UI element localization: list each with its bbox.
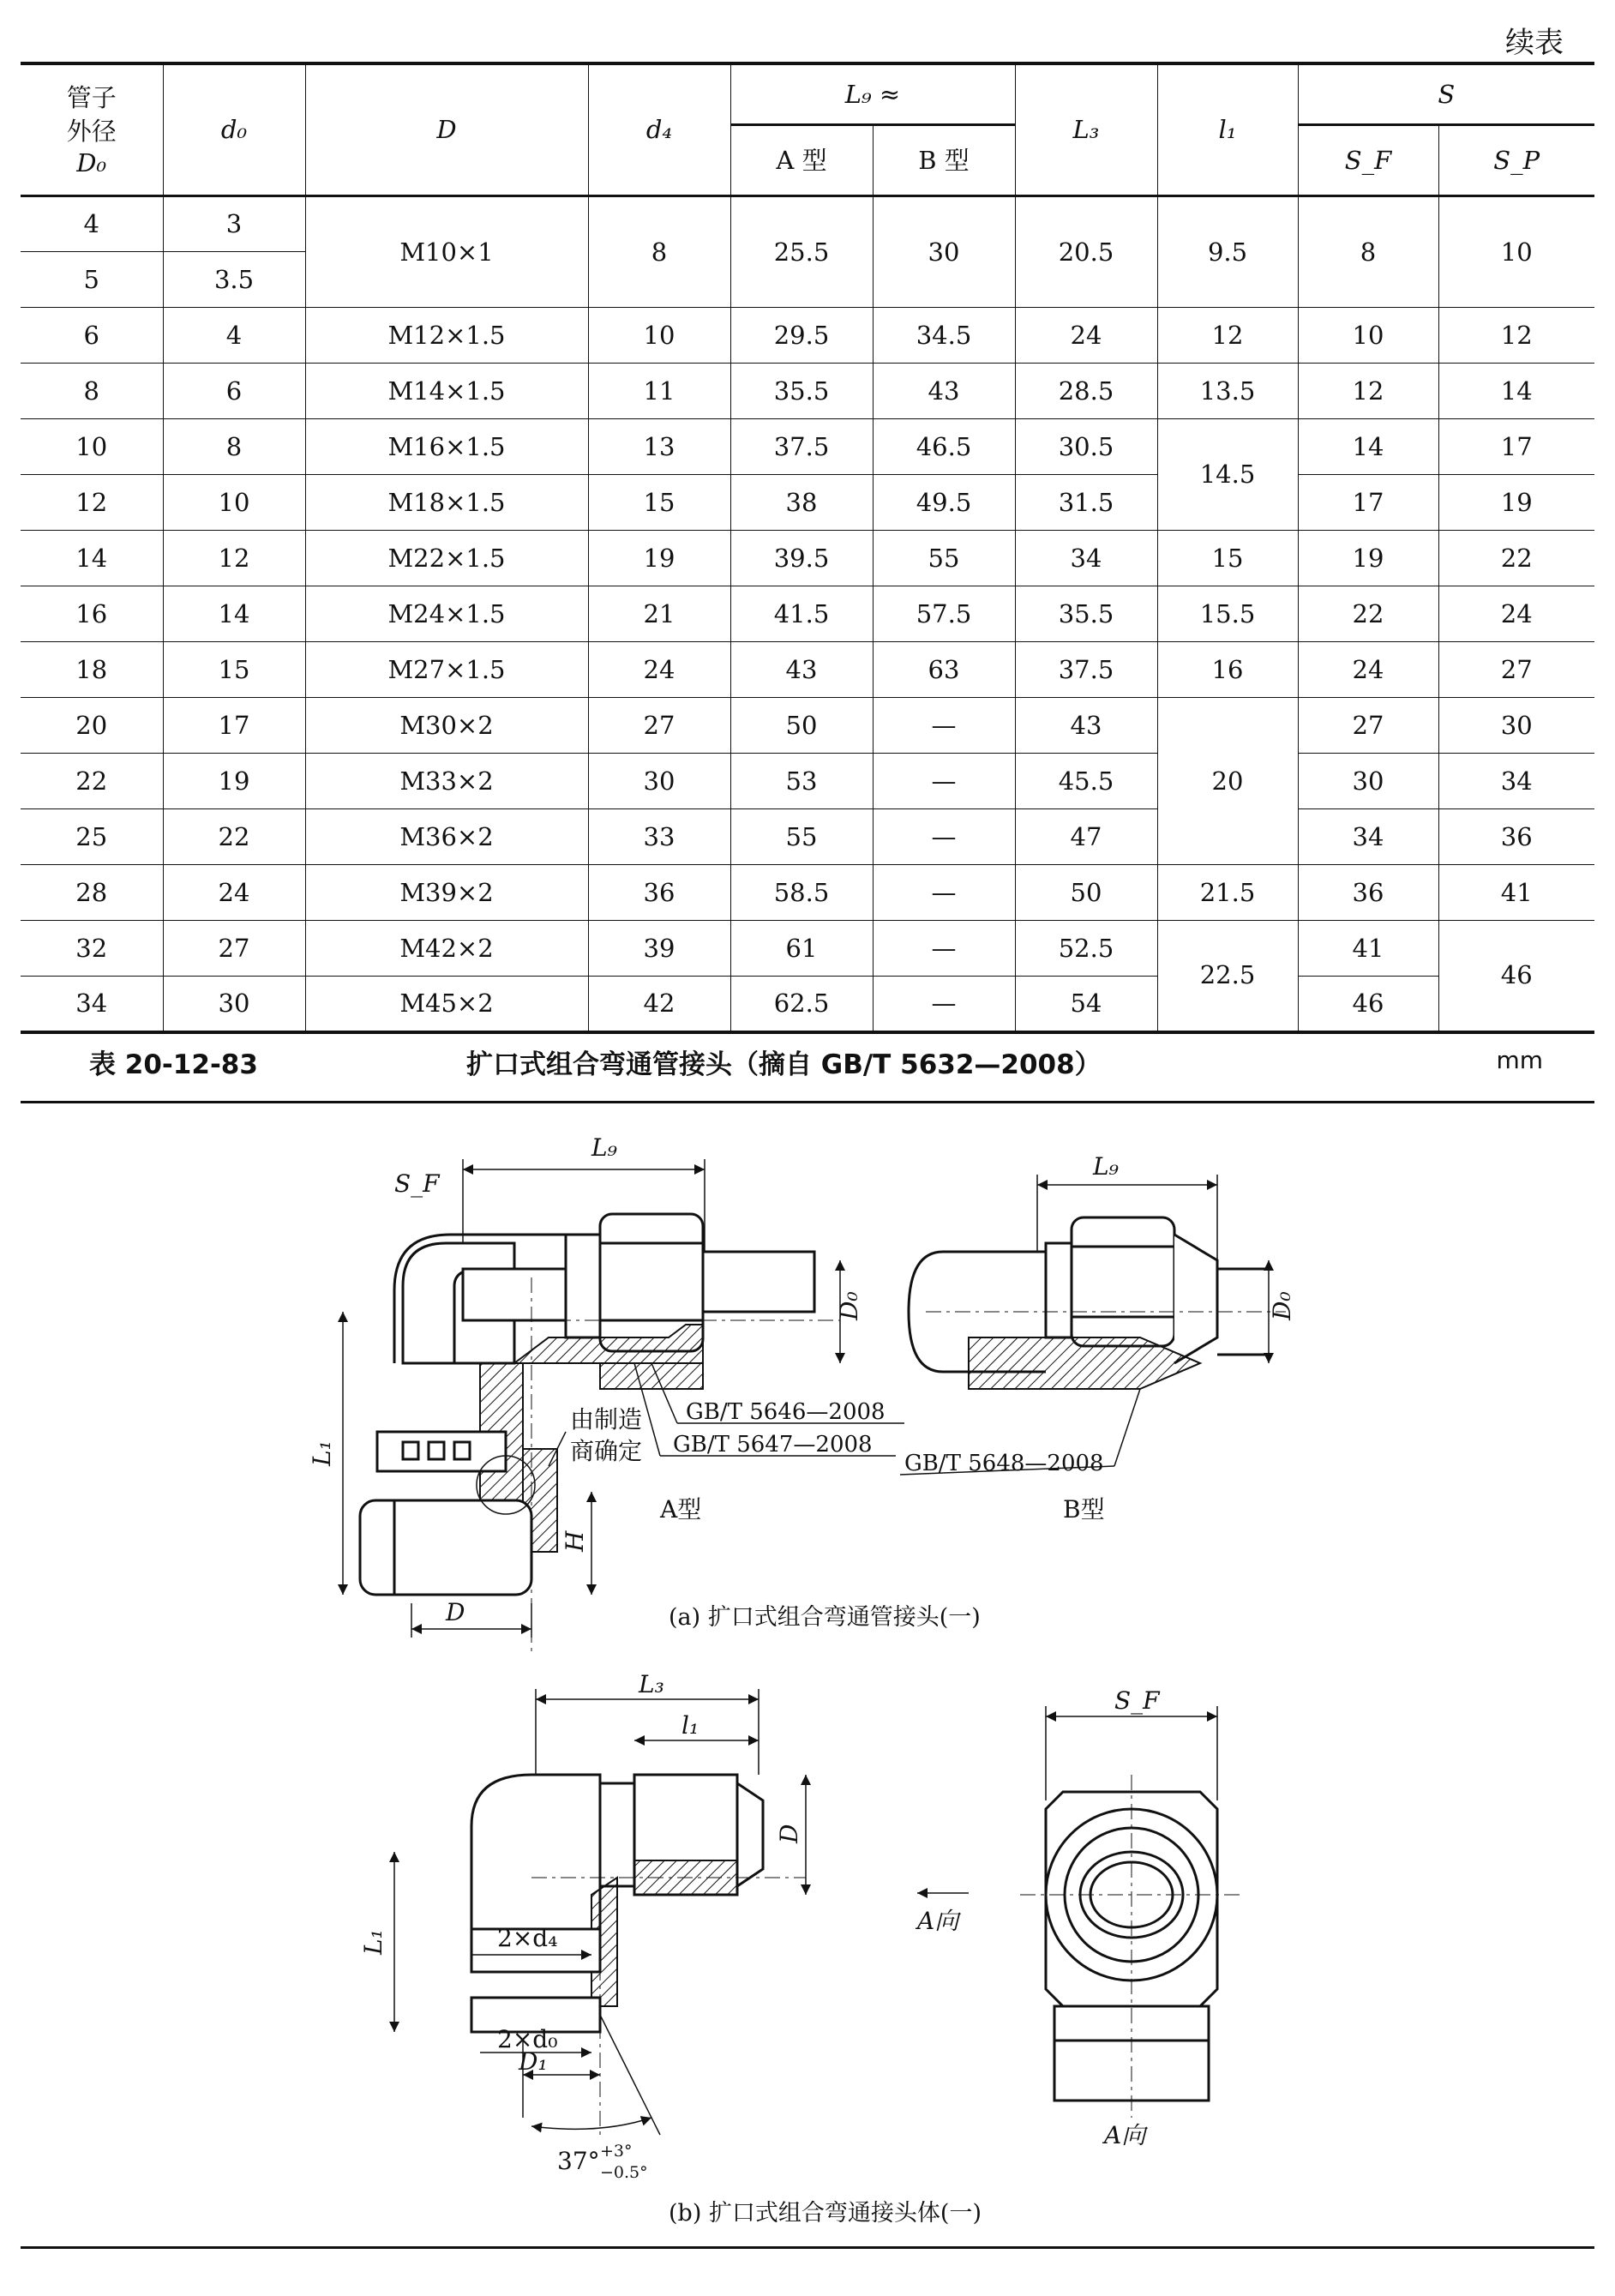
cell-d0: 17 <box>163 698 305 754</box>
continued-label: 续表 <box>1505 26 1564 60</box>
cell-D: M14×1.5 <box>305 364 588 419</box>
header-pipe-od-label: 管子外径 <box>66 82 117 147</box>
cell-l1: 22.5 <box>1157 921 1298 1032</box>
cell-L9B: 57.5 <box>873 586 1015 642</box>
cell-D: M12×1.5 <box>305 308 588 364</box>
cell-D: M36×2 <box>305 809 588 865</box>
table-number: 表 20-12-83 <box>89 1049 258 1080</box>
cell-d4: 42 <box>588 977 730 1032</box>
cell-L9A: 61 <box>730 921 873 977</box>
table-row <box>21 698 1594 754</box>
cell-d0: 15 <box>163 642 305 698</box>
cell-d4: 21 <box>588 586 730 642</box>
cell-d0: 14 <box>163 586 305 642</box>
header-L9-type-b: B 型 <box>873 125 1015 196</box>
cell-SF: 34 <box>1298 809 1438 865</box>
label-view-a-side: A向 <box>917 1907 959 1935</box>
cell-L9A: 62.5 <box>730 977 873 1032</box>
cell-L3: 24 <box>1015 308 1157 364</box>
cell-D: M30×2 <box>305 698 588 754</box>
header-L9-type-a: A 型 <box>730 125 873 196</box>
cell-D: M10×1 <box>305 196 588 308</box>
cell-L3: 52.5 <box>1015 921 1157 977</box>
cell-d0: 24 <box>163 865 305 921</box>
cell-SP: 30 <box>1438 698 1594 754</box>
cell-l1: 15.5 <box>1157 586 1298 642</box>
cell-d0: 12 <box>163 531 305 586</box>
cell-L9B: 30 <box>873 196 1015 308</box>
cell-d4: 27 <box>588 698 730 754</box>
cell-SP: 14 <box>1438 364 1594 419</box>
cell-D0: 8 <box>21 364 163 419</box>
table-row <box>21 531 1594 586</box>
label-std-5648: GB/T 5648—2008 <box>904 1451 1104 1476</box>
table-row <box>21 754 1594 809</box>
dimension-table <box>21 62 1594 1034</box>
technical-drawing <box>0 1106 1615 2238</box>
cell-SP: 10 <box>1438 196 1594 308</box>
cell-L9A: 41.5 <box>730 586 873 642</box>
cell-L3: 35.5 <box>1015 586 1157 642</box>
label-L1-b: L₁ <box>359 1929 387 1955</box>
cell-SF: 27 <box>1298 698 1438 754</box>
cell-D: M16×1.5 <box>305 419 588 475</box>
cell-d4: 30 <box>588 754 730 809</box>
cell-d4: 10 <box>588 308 730 364</box>
cell-D0: 14 <box>21 531 163 586</box>
label-D0-b: D₀ <box>1268 1291 1296 1320</box>
cell-d4: 8 <box>588 196 730 308</box>
cell-SP: 27 <box>1438 642 1594 698</box>
cell-L9A: 25.5 <box>730 196 873 308</box>
cell-SF: 36 <box>1298 865 1438 921</box>
label-maker-1: 由制造 <box>570 1405 643 1433</box>
cell-L9A: 58.5 <box>730 865 873 921</box>
label-type-a: A型 <box>660 1495 702 1524</box>
cell-L9B: — <box>873 977 1015 1032</box>
cell-D0: 34 <box>21 977 163 1032</box>
cell-L9B: 63 <box>873 642 1015 698</box>
cell-L9A: 55 <box>730 809 873 865</box>
label-maker-2: 商确定 <box>570 1437 643 1465</box>
cell-L9B: — <box>873 754 1015 809</box>
cell-D: M18×1.5 <box>305 475 588 531</box>
header-pipe-od-symbol: D₀ <box>76 148 107 178</box>
header-SF: S_F <box>1298 125 1438 196</box>
cell-L3: 54 <box>1015 977 1157 1032</box>
label-D-b: D <box>775 1824 803 1843</box>
cell-D0: 18 <box>21 642 163 698</box>
header-D: D <box>305 63 588 196</box>
cell-L9A: 29.5 <box>730 308 873 364</box>
cell-D0: 28 <box>21 865 163 921</box>
cell-SF: 22 <box>1298 586 1438 642</box>
cell-L3: 37.5 <box>1015 642 1157 698</box>
label-D1: D₁ <box>519 2047 548 2076</box>
cell-SP: 12 <box>1438 308 1594 364</box>
cell-D0: 20 <box>21 698 163 754</box>
cell-d0: 10 <box>163 475 305 531</box>
cell-SF: 12 <box>1298 364 1438 419</box>
cell-l1: 20 <box>1157 698 1298 865</box>
cell-L9A: 37.5 <box>730 419 873 475</box>
table-row <box>21 419 1594 475</box>
cell-d4: 13 <box>588 419 730 475</box>
cell-d0: 3 <box>163 196 305 252</box>
cell-d0: 27 <box>163 921 305 977</box>
cell-d0: 30 <box>163 977 305 1032</box>
label-SF-b: S_F <box>1114 1686 1160 1715</box>
cell-l1: 13.5 <box>1157 364 1298 419</box>
table-row <box>21 809 1594 865</box>
cell-L3: 45.5 <box>1015 754 1157 809</box>
header-L3: L₃ <box>1015 63 1157 196</box>
label-std-5647: GB/T 5647—2008 <box>673 1432 873 1458</box>
cell-L9A: 39.5 <box>730 531 873 586</box>
cell-D: M39×2 <box>305 865 588 921</box>
cell-L9A: 38 <box>730 475 873 531</box>
cell-SF: 10 <box>1298 308 1438 364</box>
table-row <box>21 921 1594 977</box>
cell-L3: 43 <box>1015 698 1157 754</box>
caption-a: (a) 扩口式组合弯通管接头(一) <box>669 1604 981 1631</box>
label-H: H <box>561 1530 589 1552</box>
cell-SF: 14 <box>1298 419 1438 475</box>
header-SP: S_P <box>1438 125 1594 196</box>
cell-d4: 39 <box>588 921 730 977</box>
cell-L3: 31.5 <box>1015 475 1157 531</box>
cell-L3: 47 <box>1015 809 1157 865</box>
cell-D0: 10 <box>21 419 163 475</box>
cell-SP: 41 <box>1438 865 1594 921</box>
cell-D: M42×2 <box>305 921 588 977</box>
cell-l1: 14.5 <box>1157 419 1298 531</box>
cell-SF: 46 <box>1298 977 1438 1032</box>
cell-D: M22×1.5 <box>305 531 588 586</box>
cell-L3: 28.5 <box>1015 364 1157 419</box>
cell-L3: 50 <box>1015 865 1157 921</box>
cell-l1: 9.5 <box>1157 196 1298 308</box>
label-view-a-bottom: A向 <box>1104 2121 1146 2149</box>
cell-SF: 30 <box>1298 754 1438 809</box>
table-row <box>21 196 1594 252</box>
cell-D0: 32 <box>21 921 163 977</box>
cell-l1: 15 <box>1157 531 1298 586</box>
cell-d4: 24 <box>588 642 730 698</box>
cell-l1: 21.5 <box>1157 865 1298 921</box>
cell-D: M24×1.5 <box>305 586 588 642</box>
cell-SP: 17 <box>1438 419 1594 475</box>
cell-L9A: 53 <box>730 754 873 809</box>
cell-L9B: 43 <box>873 364 1015 419</box>
cell-SF: 41 <box>1298 921 1438 977</box>
cell-L9A: 50 <box>730 698 873 754</box>
cell-D0: 12 <box>21 475 163 531</box>
cell-SP: 46 <box>1438 921 1594 1032</box>
cell-SP: 24 <box>1438 586 1594 642</box>
table-row <box>21 865 1594 921</box>
cell-L3: 30.5 <box>1015 419 1157 475</box>
cell-D: M33×2 <box>305 754 588 809</box>
cell-SP: 34 <box>1438 754 1594 809</box>
cell-L9B: — <box>873 698 1015 754</box>
cell-D0: 6 <box>21 308 163 364</box>
cell-d0: 3.5 <box>163 252 305 308</box>
cell-SF: 17 <box>1298 475 1438 531</box>
cell-L9B: 46.5 <box>873 419 1015 475</box>
cell-L9B: — <box>873 865 1015 921</box>
cell-D: M45×2 <box>305 977 588 1032</box>
label-SF-a: S_F <box>394 1169 440 1198</box>
header-l1: l₁ <box>1157 63 1298 196</box>
table-row <box>21 586 1594 642</box>
header-S: S <box>1298 63 1594 125</box>
header-d0: d₀ <box>163 63 305 196</box>
cell-D0: 25 <box>21 809 163 865</box>
cell-D0: 4 <box>21 196 163 252</box>
fitting-body-side-view <box>394 1689 806 2135</box>
label-l1: l₁ <box>681 1711 699 1740</box>
label-D-a: D <box>446 1598 465 1626</box>
cell-D0: 22 <box>21 754 163 809</box>
cell-d4: 15 <box>588 475 730 531</box>
table-row <box>21 475 1594 531</box>
cell-SF: 24 <box>1298 642 1438 698</box>
cell-d4: 11 <box>588 364 730 419</box>
cell-L9B: 34.5 <box>873 308 1015 364</box>
label-std-5646: GB/T 5646—2008 <box>686 1399 886 1425</box>
cell-d4: 19 <box>588 531 730 586</box>
cell-d0: 4 <box>163 308 305 364</box>
cell-d0: 22 <box>163 809 305 865</box>
fitting-body-end-view <box>917 1706 1243 2118</box>
cell-l1: 16 <box>1157 642 1298 698</box>
cell-D: M27×1.5 <box>305 642 588 698</box>
label-2d4: 2×d₄ <box>497 1924 558 1952</box>
cell-L9B: — <box>873 809 1015 865</box>
label-angle-lower: −0.5° <box>600 2163 648 2182</box>
cell-l1: 12 <box>1157 308 1298 364</box>
cell-L9A: 43 <box>730 642 873 698</box>
cell-D0: 5 <box>21 252 163 308</box>
cell-L9B: — <box>873 921 1015 977</box>
cell-SF: 8 <box>1298 196 1438 308</box>
cell-L9A: 35.5 <box>730 364 873 419</box>
fitting-type-b <box>900 1175 1286 1475</box>
cell-L9B: 55 <box>873 531 1015 586</box>
table-title: 扩口式组合弯通管接头（摘自 GB/T 5632—2008） <box>466 1049 1102 1080</box>
unit-label: mm <box>1496 1046 1543 1074</box>
table-caption <box>21 1019 1594 1103</box>
cell-d0: 6 <box>163 364 305 419</box>
cell-d0: 8 <box>163 419 305 475</box>
caption-b: (b) 扩口式组合弯通接头体(一) <box>669 2200 982 2227</box>
cell-d4: 33 <box>588 809 730 865</box>
label-D0-a: D₀ <box>835 1291 863 1320</box>
cell-L9B: 49.5 <box>873 475 1015 531</box>
label-L1-a: L₁ <box>308 1440 336 1466</box>
label-2d0: 2×d₀ <box>497 2025 558 2053</box>
label-L9-b: L₉ <box>1093 1152 1119 1181</box>
table-row <box>21 308 1594 364</box>
cell-SP: 19 <box>1438 475 1594 531</box>
label-angle: 37° <box>557 2147 600 2175</box>
cell-SF: 19 <box>1298 531 1438 586</box>
cell-SP: 36 <box>1438 809 1594 865</box>
bottom-rule <box>21 2246 1594 2249</box>
table-row <box>21 364 1594 419</box>
cell-SP: 22 <box>1438 531 1594 586</box>
cell-L3: 20.5 <box>1015 196 1157 308</box>
cell-L3: 34 <box>1015 531 1157 586</box>
header-pipe-od <box>21 63 163 196</box>
header-L9: L₉ ≈ <box>730 63 1015 125</box>
cell-d0: 19 <box>163 754 305 809</box>
label-L3: L₃ <box>639 1670 664 1698</box>
cell-D0: 16 <box>21 586 163 642</box>
cell-d4: 36 <box>588 865 730 921</box>
body-side-labels <box>359 1670 982 2227</box>
table-row <box>21 642 1594 698</box>
label-L9-a: L₉ <box>591 1133 617 1162</box>
label-type-b: B型 <box>1063 1495 1105 1524</box>
header-d4: d₄ <box>588 63 730 196</box>
label-angle-upper: +3° <box>600 2142 633 2161</box>
